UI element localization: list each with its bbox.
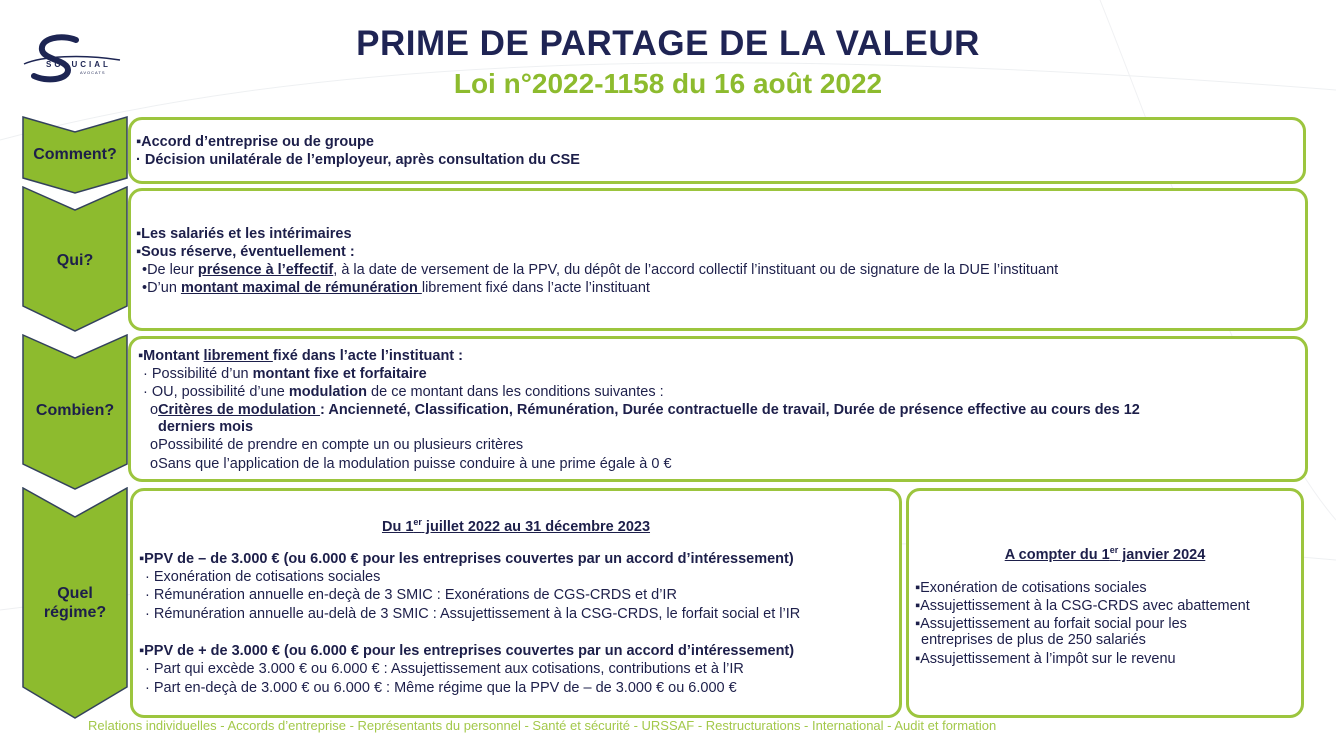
page-title: PRIME DE PARTAGE DE LA VALEUR [356, 24, 980, 63]
chevron-label-qui: Qui? [56, 252, 94, 269]
combien-line-1: ▪Montant librement fixé dans l’acte l’instituant : [138, 348, 463, 364]
regime-right-item-3a: ▪Assujettissement au forfait social pour les [915, 616, 1187, 632]
box-comment [128, 117, 1306, 184]
regime-right-item-4: ▪Assujettissement à l’impôt sur le revenu [915, 651, 1176, 667]
regime-left-group-1-item-3: · Rémunération annuelle au-delà de 3 SMIC : Assujettissement à la CSG-CRDS, le forfait social et l’IR [145, 606, 801, 622]
qui-line-4: •D’un montant maximal de rémunération librement fixé dans l’acte l’instituant [142, 280, 650, 296]
combien-line-2: · Possibilité d’un montant fixe et forfaitaire [143, 366, 427, 382]
regime-left-group-1-item-2: · Rémunération annuelle en-deçà de 3 SMIC : Exonérations de CGS-CRDS et d’IR [145, 587, 677, 603]
combien-line-3: · OU, possibilité d’une modulation de ce montant dans les conditions suivantes : [143, 384, 664, 400]
chevron-regime [22, 487, 128, 719]
chevron-qui [22, 186, 128, 332]
logo-wordmark: SOLUCIAL [46, 60, 111, 69]
regime-right-item-1: ▪Exonération de cotisations sociales [915, 580, 1147, 596]
combien-line-7: oSans que l’application de la modulation puisse conduire à une prime égale à 0 € [150, 456, 672, 472]
qui-line-2: ▪Sous réserve, éventuellement : [136, 244, 355, 260]
chevron-combien [22, 334, 128, 490]
chevron-label-combien: Combien? [35, 402, 115, 419]
box-regime-left [130, 488, 902, 718]
regime-left-group-2-item-1: · Part qui excède 3.000 € ou 6.000 € : Assujettissement aux cotisations, contributions et à l’IR [145, 661, 744, 677]
combien-line-4: oCritères de modulation : Ancienneté, Classification, Rémunération, Durée contractuelle de travail, Durée de présence effective au cours des 12 [150, 402, 1140, 418]
comment-line-2: · Décision unilatérale de l’employeur, après consultation du CSE [136, 152, 580, 168]
box-combien [128, 336, 1308, 482]
regime-left-group-2: ▪PPV de + de 3.000 € (ou 6.000 € pour les entreprises couvertes par un accord d’intéressement) [139, 643, 795, 659]
regime-left-group-2-item-2: · Part en-deçà de 3.000 € ou 6.000 € : Même régime que la PPV de – de 3.000 € ou 6.000 € [145, 680, 737, 696]
chevron-label-regime-1: Quel [57, 585, 93, 602]
regime-right-item-3b: entreprises de plus de 250 salariés [921, 632, 1146, 648]
page-subtitle: Loi n°2022-1158 du 16 août 2022 [453, 68, 883, 99]
chevron-label-regime-2: régime? [43, 604, 107, 621]
regime-left-group-1: ▪PPV de – de 3.000 € (ou 6.000 € pour les entreprises couvertes par un accord d’intéressement) [139, 551, 794, 567]
combien-line-5: derniers mois [158, 419, 254, 435]
box-regime-right [906, 488, 1304, 718]
comment-line-1: ▪Accord d’entreprise ou de groupe [136, 134, 374, 150]
footer-text: Relations individuelles - Accords d’entreprise - Représentants du personnel - Santé et sécurité - URSSAF - Restructurations - International - Audit et formation [88, 718, 997, 733]
qui-line-3: •De leur présence à l’effectif, à la date de versement de la PPV, du dépôt de l’accord collectif l’instituant ou de signature de la DUE l’instituant [142, 262, 1059, 278]
regime-left-heading: Du 1er juillet 2022 au 31 décembre 2023 [381, 517, 651, 535]
box-qui [128, 188, 1308, 331]
chevron-comment [22, 116, 128, 194]
chevron-label-comment: Comment? [33, 146, 117, 163]
regime-right-item-2: ▪Assujettissement à la CSG-CRDS avec abattement [915, 598, 1250, 614]
qui-line-1: ▪Les salariés et les intérimaires [136, 226, 352, 242]
regime-left-group-1-item-1: · Exonération de cotisations sociales [145, 569, 381, 585]
logo-subtitle: AVOCATS [80, 70, 106, 75]
regime-right-heading: A compter du 1er janvier 2024 [1004, 545, 1206, 563]
combien-line-6: oPossibilité de prendre en compte un ou plusieurs critères [150, 437, 524, 453]
